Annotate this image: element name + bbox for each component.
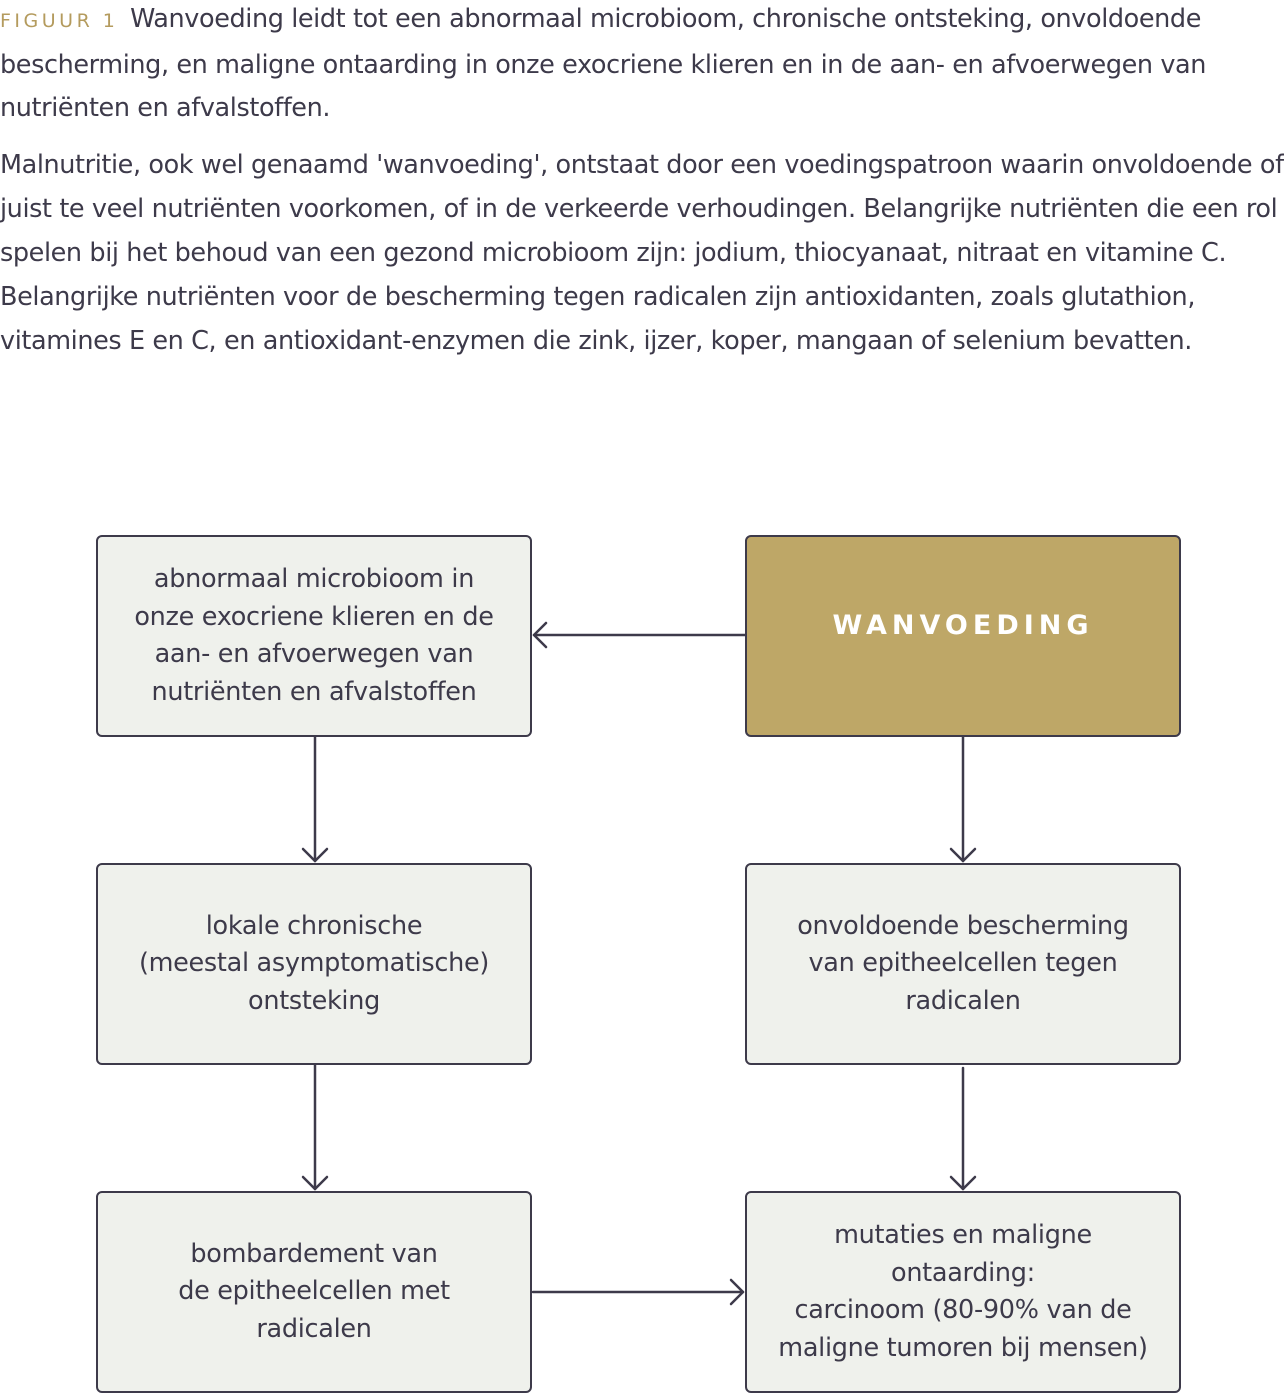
- arrow-wanvoeding-to-bescherming: [951, 737, 975, 861]
- node-mutaties-maligne-ontaarding: [745, 1191, 1181, 1393]
- node-chronische-ontsteking: [96, 863, 532, 1065]
- arrow-microbioom-to-ontsteking: [303, 737, 327, 861]
- node-bombardement: [96, 1191, 532, 1393]
- node-label: mutaties en maligne ontaarding: carcinoom (80-90% van de maligne tumoren bij mensen): [778, 1220, 1148, 1363]
- node-onvoldoende-bescherming: [745, 863, 1181, 1065]
- arrow-bombardement-to-mutaties: [533, 1280, 743, 1304]
- node-wanvoeding: [745, 535, 1181, 737]
- node-label: bombardement van de epitheelcellen met radicalen: [178, 1238, 450, 1344]
- figure-label: FIGUUR 1: [0, 10, 119, 32]
- caption-text: Wanvoeding leidt tot een abnormaal microbioom, chronische ontsteking, onvoldoende bescherming, en maligne ontaarding in onze exocriene klieren en in de aan- en afvoerwegen van nutriënten en afvalstoffen.: [0, 4, 1207, 123]
- node-abnormaal-microbioom: [96, 535, 532, 737]
- figure-caption: [0, 0, 1284, 131]
- node-label: lokale chronische (meestal asymptomatische) ontsteking: [138, 910, 490, 1016]
- node-label: onvoldoende bescherming van epitheelcellen tegen radicalen: [797, 910, 1129, 1016]
- arrow-wanvoeding-to-microbioom: [534, 623, 745, 647]
- arrow-bescherming-to-mutaties: [951, 1068, 975, 1189]
- body-paragraph: Malnutritie, ook wel genaamd 'wanvoeding', ontstaat door een voedingspatroon waarin onvoldoende of juist te veel nutriënten voorkomen, of in de verkeerde verhoudingen. Belangrijke nutriënten die een rol spelen bij het behoud van een gezond microbioom zijn: jodium, thiocyanaat, nitraat en vitamine C. Belangrijke nutriënten voor de bescherming tegen radicalen zijn antioxidanten, zoals glutathion, vitamines E en C, en antioxidant-enzymen die zink, ijzer, koper, mangaan of selenium bevatten.: [0, 150, 1284, 356]
- node-label: WANVOEDING: [832, 610, 1094, 642]
- arrow-ontsteking-to-bombardement: [303, 1065, 327, 1189]
- node-label: abnormaal microbioom in onze exocriene klieren en de aan- en afvoerwegen van nutriënten en afvalstoffen: [134, 564, 494, 707]
